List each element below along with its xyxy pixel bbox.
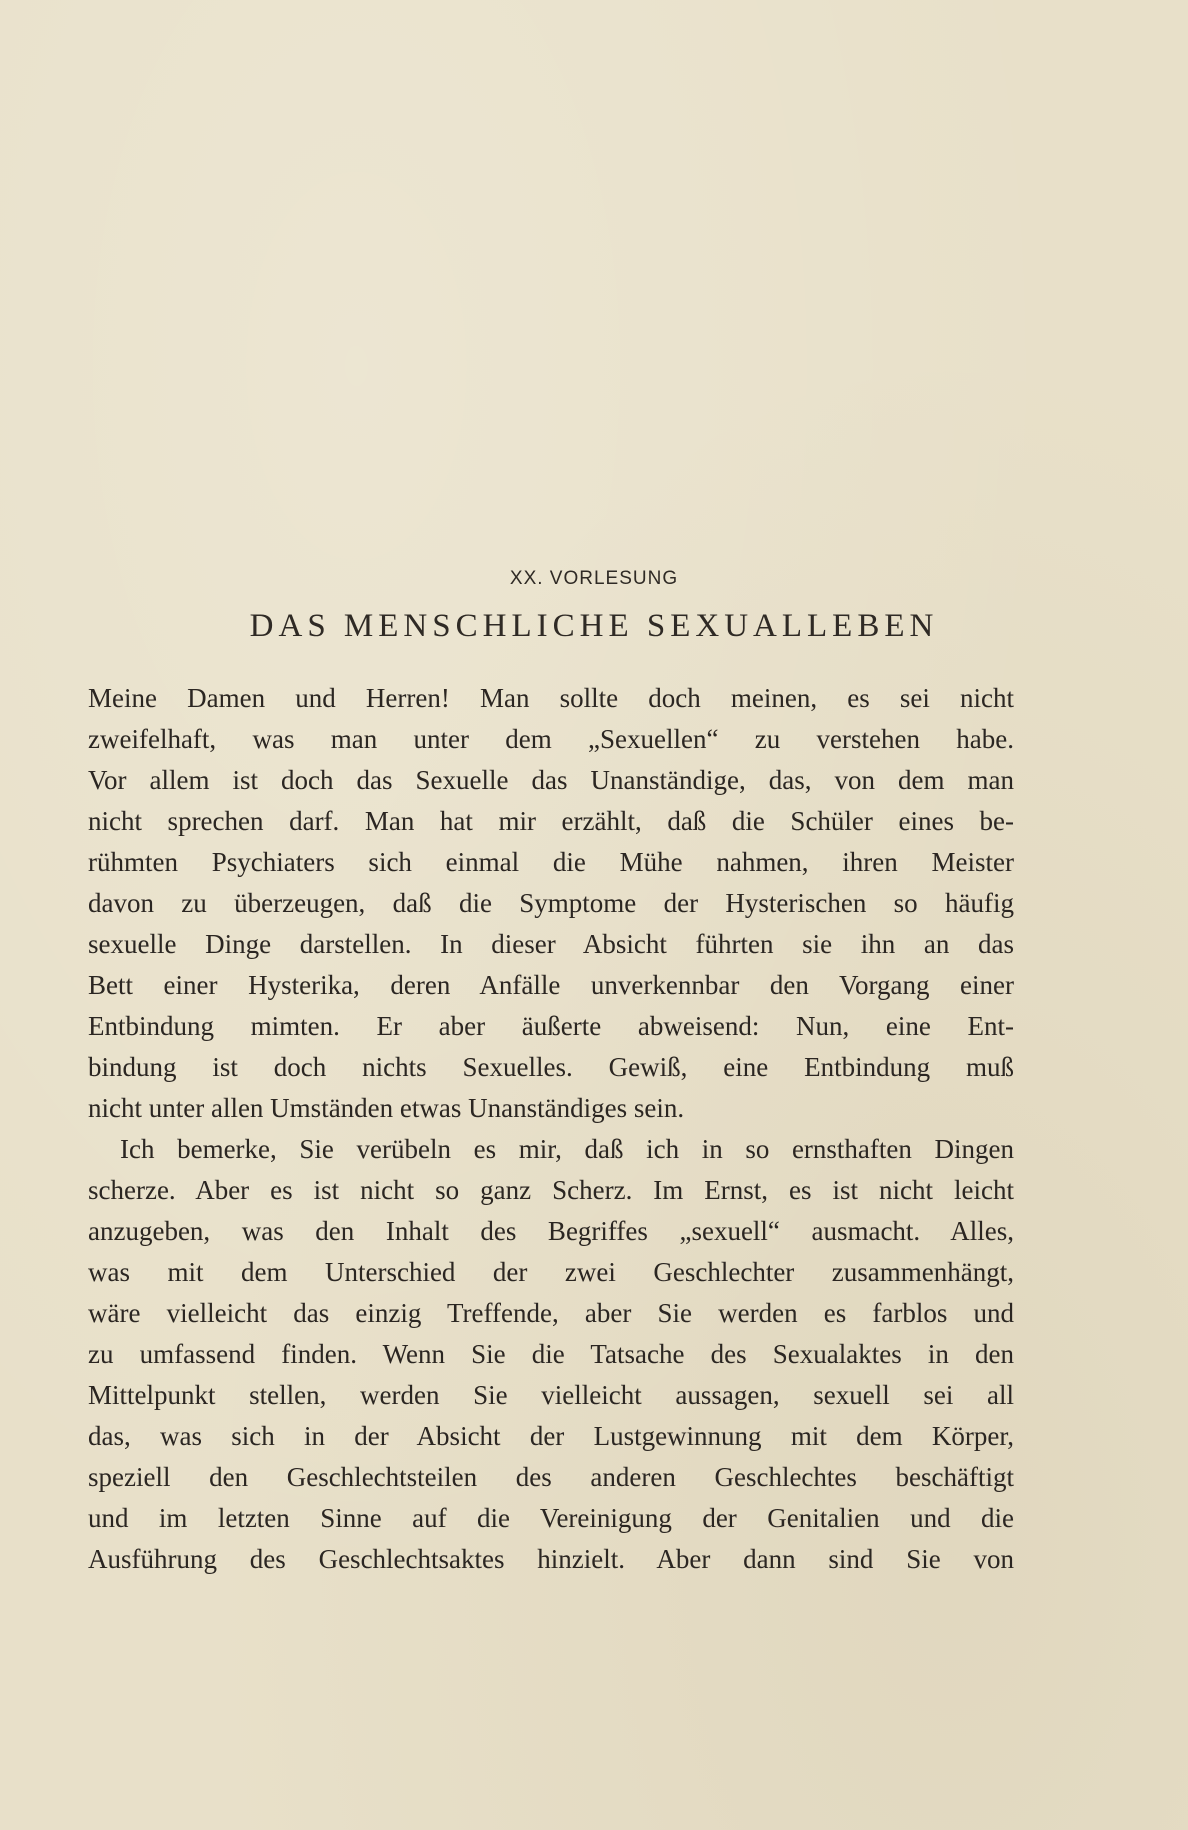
text-line: Vor allem ist doch das Sexuelle das Unanständige, das, von dem man <box>88 765 1014 795</box>
text-line: Mittelpunkt stellen, werden Sie vielleicht aussagen, sexuell sei all <box>88 1380 1014 1410</box>
chapter-number: XX. VORLESUNG <box>509 568 679 589</box>
text-line: nicht unter allen Umständen etwas Unanständiges sein. <box>88 1093 685 1123</box>
chapter-title: DAS MENSCHLICHE SEXUALLEBEN <box>249 608 939 644</box>
text-line: was mit dem Unterschied der zwei Geschlechter zusammenhängt, <box>88 1257 1014 1287</box>
text-line: anzugeben, was den Inhalt des Begriffes „sexuell“ ausmacht. Alles, <box>88 1216 1014 1246</box>
text-line: Ich bemerke, Sie verübeln es mir, daß ich in so ernsthaften Dingen <box>120 1134 1014 1164</box>
text-line: davon zu überzeugen, daß die Symptome der Hysterischen so häufig <box>88 888 1014 918</box>
text-line: Ausführung des Geschlechtsaktes hinzielt. Aber dann sind Sie von <box>88 1544 1014 1574</box>
text-line: zweifelhaft, was man unter dem „Sexuellen“ zu verstehen habe. <box>88 724 1014 754</box>
text-line: scherze. Aber es ist nicht so ganz Scherz. Im Ernst, es ist nicht leicht <box>88 1175 1014 1205</box>
text-line: sexuelle Dinge darstellen. In dieser Absicht führten sie ihn an das <box>88 929 1014 959</box>
text-line: zu umfassend finden. Wenn Sie die Tatsache des Sexualaktes in den <box>88 1339 1014 1369</box>
text-line: Bett einer Hysterika, deren Anfälle unverkennbar den Vorgang einer <box>88 970 1014 1000</box>
text-line: nicht sprechen darf. Man hat mir erzählt, daß die Schüler eines be- <box>88 806 1014 836</box>
text-line: speziell den Geschlechtsteilen des anderen Geschlechtes beschäftigt <box>88 1462 1014 1492</box>
text-line: bindung ist doch nichts Sexuelles. Gewiß, eine Entbindung muß <box>88 1052 1014 1082</box>
text-line: und im letzten Sinne auf die Vereinigung der Genitalien und die <box>88 1503 1014 1533</box>
text-line: rühmten Psychiaters sich einmal die Mühe nahmen, ihren Meister <box>88 847 1014 877</box>
text-line: wäre vielleicht das einzig Treffende, aber Sie werden es farblos und <box>88 1298 1014 1328</box>
text-line: Meine Damen und Herren! Man sollte doch meinen, es sei nicht <box>88 683 1014 713</box>
text-line: das, was sich in der Absicht der Lustgewinnung mit dem Körper, <box>88 1421 1014 1451</box>
body-text <box>88 678 1014 1580</box>
text-line: Entbindung mimten. Er aber äußerte abweisend: Nun, eine Ent- <box>88 1011 1014 1041</box>
